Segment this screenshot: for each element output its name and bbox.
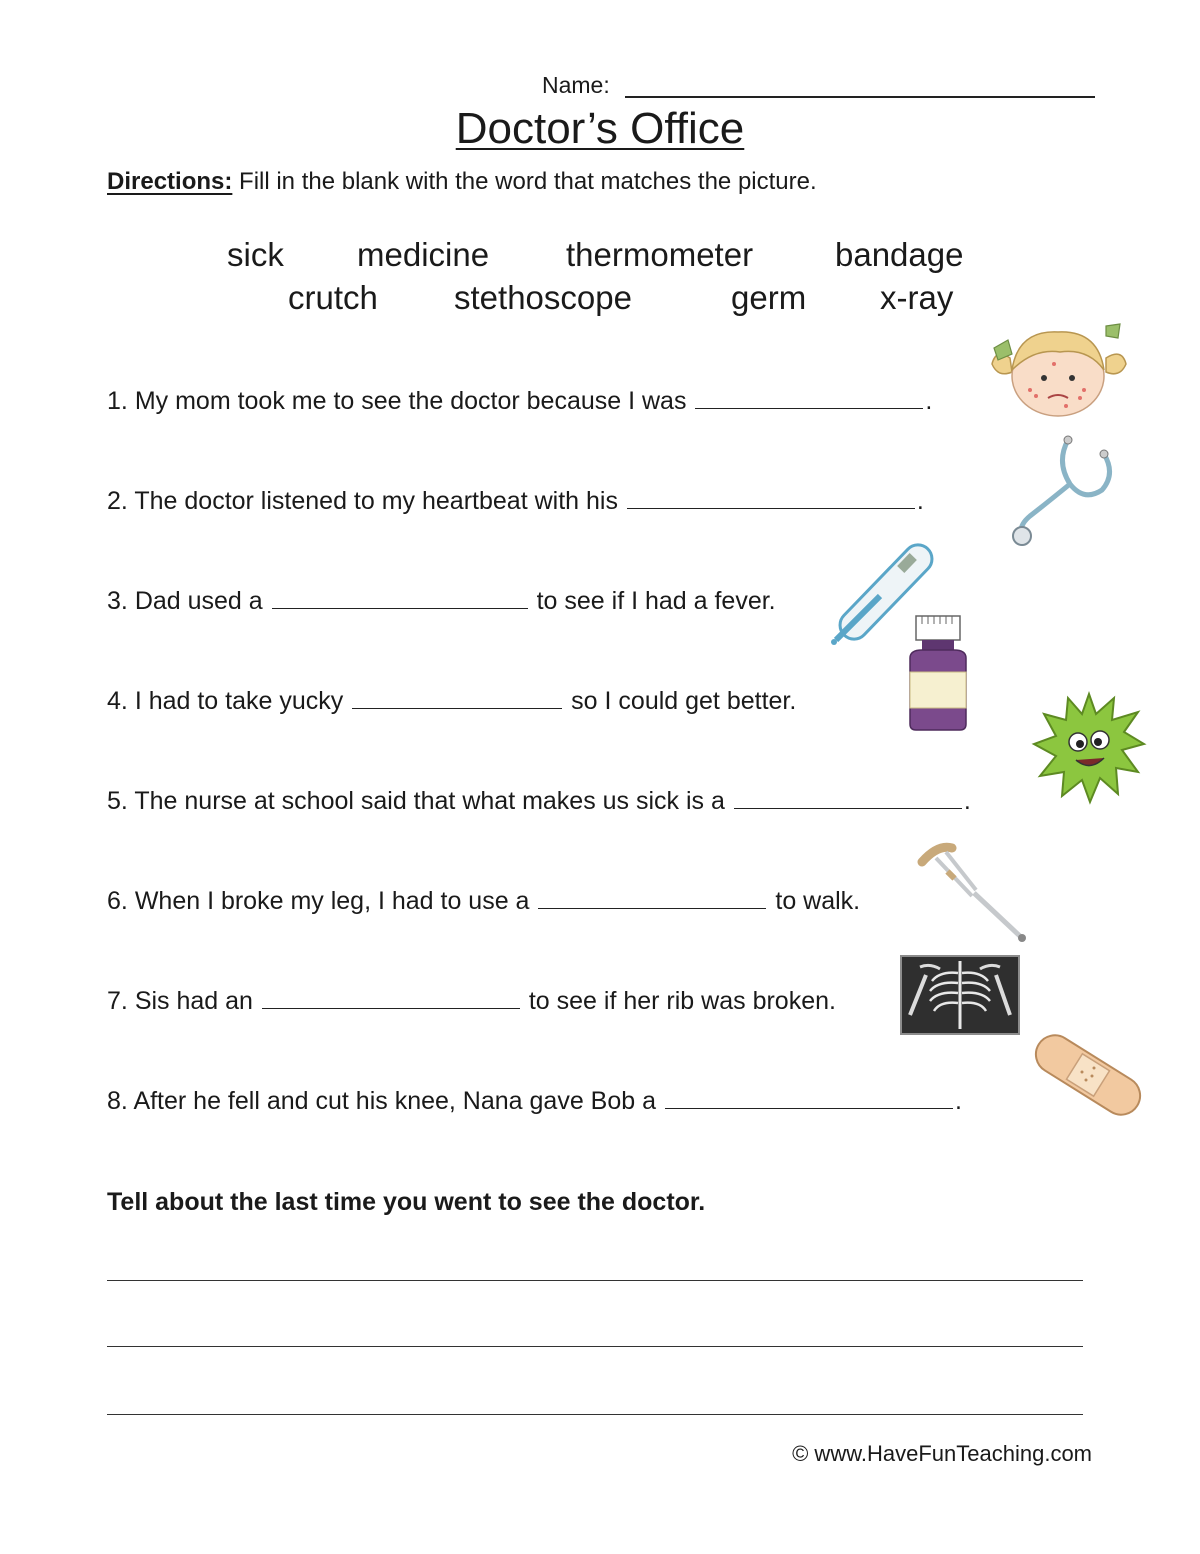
word-bank-item: bandage	[835, 236, 964, 273]
question-number: 2.	[107, 487, 128, 515]
page-title	[0, 104, 1200, 154]
question-4	[107, 687, 796, 716]
question-number: 1.	[107, 387, 128, 415]
directions-text: Fill in the blank with the word that matches the picture.	[232, 168, 817, 195]
writing-line[interactable]	[107, 1414, 1083, 1415]
question-text: The nurse at school said that what makes us sick is a	[134, 787, 725, 815]
xray-icon	[900, 955, 1020, 1035]
question-text-after: .	[963, 787, 971, 815]
title-text: Doctor’s Office	[455, 104, 745, 153]
sick-girl-icon	[988, 318, 1130, 420]
answer-blank[interactable]	[272, 588, 528, 609]
question-number: 5.	[107, 787, 128, 815]
word-bank-item: x-ray	[880, 279, 954, 316]
question-2	[107, 487, 924, 516]
writing-line[interactable]	[107, 1346, 1083, 1347]
question-text-after: .	[916, 487, 924, 515]
answer-blank[interactable]	[538, 888, 766, 909]
word-bank-item: sick	[227, 236, 284, 273]
answer-blank[interactable]	[695, 388, 923, 409]
name-field[interactable]	[625, 96, 1095, 98]
question-text-after: to see if I had a fever.	[536, 587, 776, 615]
question-5	[107, 787, 971, 816]
question-text-after: .	[925, 387, 933, 415]
question-text-after: to see if her rib was broken.	[528, 987, 836, 1015]
question-text: I had to take yucky	[134, 687, 344, 715]
directions-label: Directions:	[107, 168, 233, 195]
question-1	[107, 387, 932, 416]
footer-copyright: © www.HaveFunTeaching.com	[792, 1441, 1092, 1466]
answer-blank[interactable]	[665, 1088, 953, 1109]
question-text-after: to walk.	[775, 887, 861, 915]
question-7	[107, 987, 836, 1016]
answer-blank[interactable]	[627, 488, 915, 509]
question-number: 7.	[107, 987, 128, 1015]
directions	[107, 168, 817, 196]
germ-icon	[1030, 688, 1148, 808]
word-bank-item: medicine	[357, 236, 490, 273]
word-bank-item: germ	[731, 279, 807, 316]
question-text: Sis had an	[134, 987, 253, 1015]
question-number: 8.	[107, 1087, 128, 1115]
word-bank-item: stethoscope	[454, 279, 632, 316]
question-text: Dad used a	[134, 587, 263, 615]
answer-blank[interactable]	[262, 988, 520, 1009]
word-bank-item: thermometer	[566, 236, 754, 273]
medicine-bottle-icon	[900, 612, 976, 736]
answer-blank[interactable]	[734, 788, 962, 809]
question-text-after: so I could get better.	[571, 687, 797, 715]
question-8	[107, 1087, 962, 1116]
crutch-icon	[916, 838, 1032, 946]
question-text-after: .	[954, 1087, 962, 1115]
question-text: The doctor listened to my heartbeat with his	[134, 487, 618, 515]
bandage-icon	[1034, 1032, 1142, 1118]
question-text: My mom took me to see the doctor because I was	[134, 387, 687, 415]
question-6	[107, 887, 860, 916]
writing-line[interactable]	[107, 1280, 1083, 1281]
name-label: Name:	[542, 72, 610, 98]
question-3	[107, 587, 776, 616]
question-number: 4.	[107, 687, 128, 715]
writing-prompt: Tell about the last time you went to see the doctor.	[107, 1188, 706, 1216]
question-text: After he fell and cut his knee, Nana gave Bob a	[133, 1087, 656, 1115]
question-number: 6.	[107, 887, 128, 915]
word-bank-item: crutch	[288, 279, 378, 316]
stethoscope-icon	[1008, 432, 1118, 550]
question-text: When I broke my leg, I had to use a	[134, 887, 530, 915]
question-number: 3.	[107, 587, 128, 615]
answer-blank[interactable]	[352, 688, 562, 709]
